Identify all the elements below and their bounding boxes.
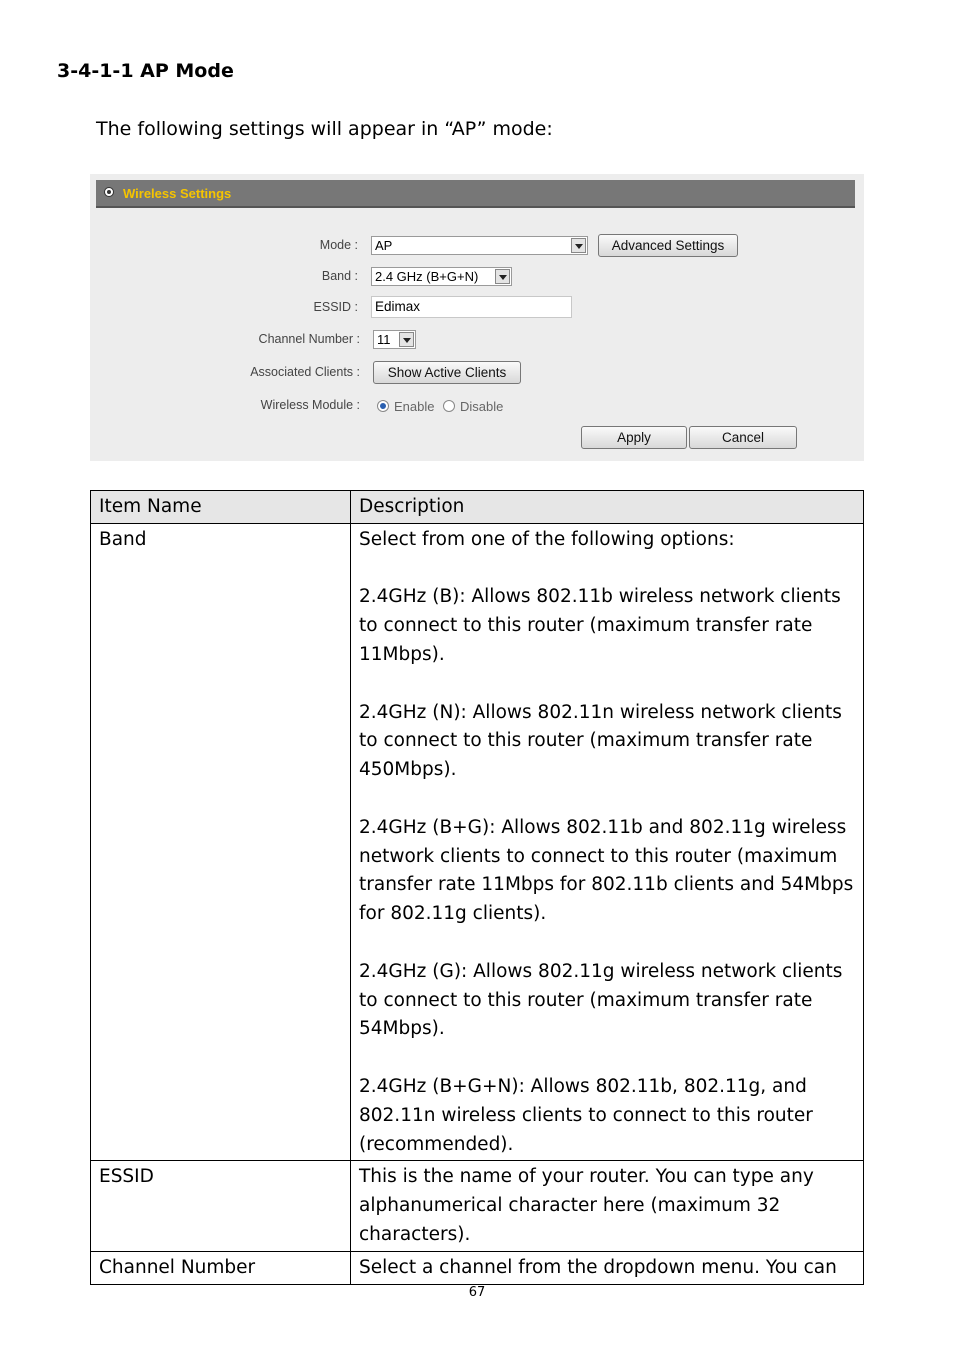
mode-select[interactable]: [371, 236, 588, 255]
band-option-n: 2.4GHz (N): Allows 802.11n wireless network clients to connect to this router (maximum transfer rate 450Mbps).: [359, 701, 842, 781]
wireless-module-label: Wireless Module :: [260, 398, 360, 412]
row-band-name: Band: [91, 523, 351, 1161]
row-essid-description: This is the name of your router. You can type any alphanumerical character here (maximum 32 characters).: [351, 1161, 864, 1251]
description-table: [90, 490, 864, 1285]
wireless-settings-screenshot: [90, 174, 864, 461]
header-description: Description: [351, 491, 864, 524]
mode-label: Mode :: [319, 238, 358, 252]
panel-header: [96, 180, 855, 208]
bullet-icon: [104, 187, 114, 197]
essid-label: ESSID :: [313, 300, 358, 314]
enable-radio[interactable]: [377, 400, 389, 412]
row-band-description: [351, 523, 864, 1161]
table-row: [91, 1161, 864, 1251]
panel-title: Wireless Settings: [123, 186, 232, 201]
mode-value: AP: [375, 238, 393, 253]
band-intro: Select from one of the following options:: [359, 528, 735, 550]
essid-input[interactable]: Edimax: [371, 296, 572, 318]
intro-text: The following settings will appear in “AP” mode:: [96, 118, 553, 140]
show-active-clients-button[interactable]: Show Active Clients: [373, 361, 521, 384]
band-option-g: 2.4GHz (G): Allows 802.11g wireless network clients to connect to this router (maximum transfer rate 54Mbps).: [359, 960, 843, 1040]
band-option-bg: 2.4GHz (B+G): Allows 802.11b and 802.11g wireless network clients to connect to this router (maximum transfer rate 11Mbps for 802.11b clients and 54Mbps for 802.11g clients).: [359, 816, 854, 925]
advanced-settings-button[interactable]: Advanced Settings: [598, 234, 738, 257]
row-channel-description: Select a channel from the dropdown menu. You can: [351, 1251, 864, 1284]
page-number: 67: [468, 1285, 486, 1300]
table-header-row: [91, 491, 864, 524]
disable-label: Disable: [460, 399, 504, 414]
band-option-bgn: 2.4GHz (B+G+N): Allows 802.11b, 802.11g, and 802.11n wireless clients to connect to this router (recommended).: [359, 1075, 813, 1155]
header-item-name: Item Name: [91, 491, 351, 524]
chevron-down-icon[interactable]: [495, 269, 510, 284]
disable-radio[interactable]: [443, 400, 455, 412]
band-select[interactable]: [371, 267, 512, 286]
band-label: Band :: [321, 269, 358, 283]
row-channel-name: Channel Number: [91, 1251, 351, 1284]
band-option-b: 2.4GHz (B): Allows 802.11b wireless network clients to connect to this router (maximum transfer rate 11Mbps).: [359, 586, 841, 665]
chevron-down-icon[interactable]: [399, 332, 414, 347]
apply-button[interactable]: Apply: [581, 426, 687, 449]
section-heading: 3-4-1-1 AP Mode: [57, 60, 234, 82]
cancel-button[interactable]: Cancel: [689, 426, 797, 449]
enable-label: Enable: [394, 399, 435, 414]
table-row: [91, 1251, 864, 1284]
channel-select[interactable]: [373, 330, 416, 349]
channel-label: Channel Number :: [258, 332, 360, 346]
chevron-down-icon[interactable]: [571, 238, 586, 253]
band-value: 2.4 GHz (B+G+N): [375, 269, 479, 284]
channel-value: 11: [377, 332, 391, 347]
table-row: [91, 523, 864, 1161]
clients-label: Associated Clients :: [250, 365, 360, 379]
row-essid-name: ESSID: [91, 1161, 351, 1251]
